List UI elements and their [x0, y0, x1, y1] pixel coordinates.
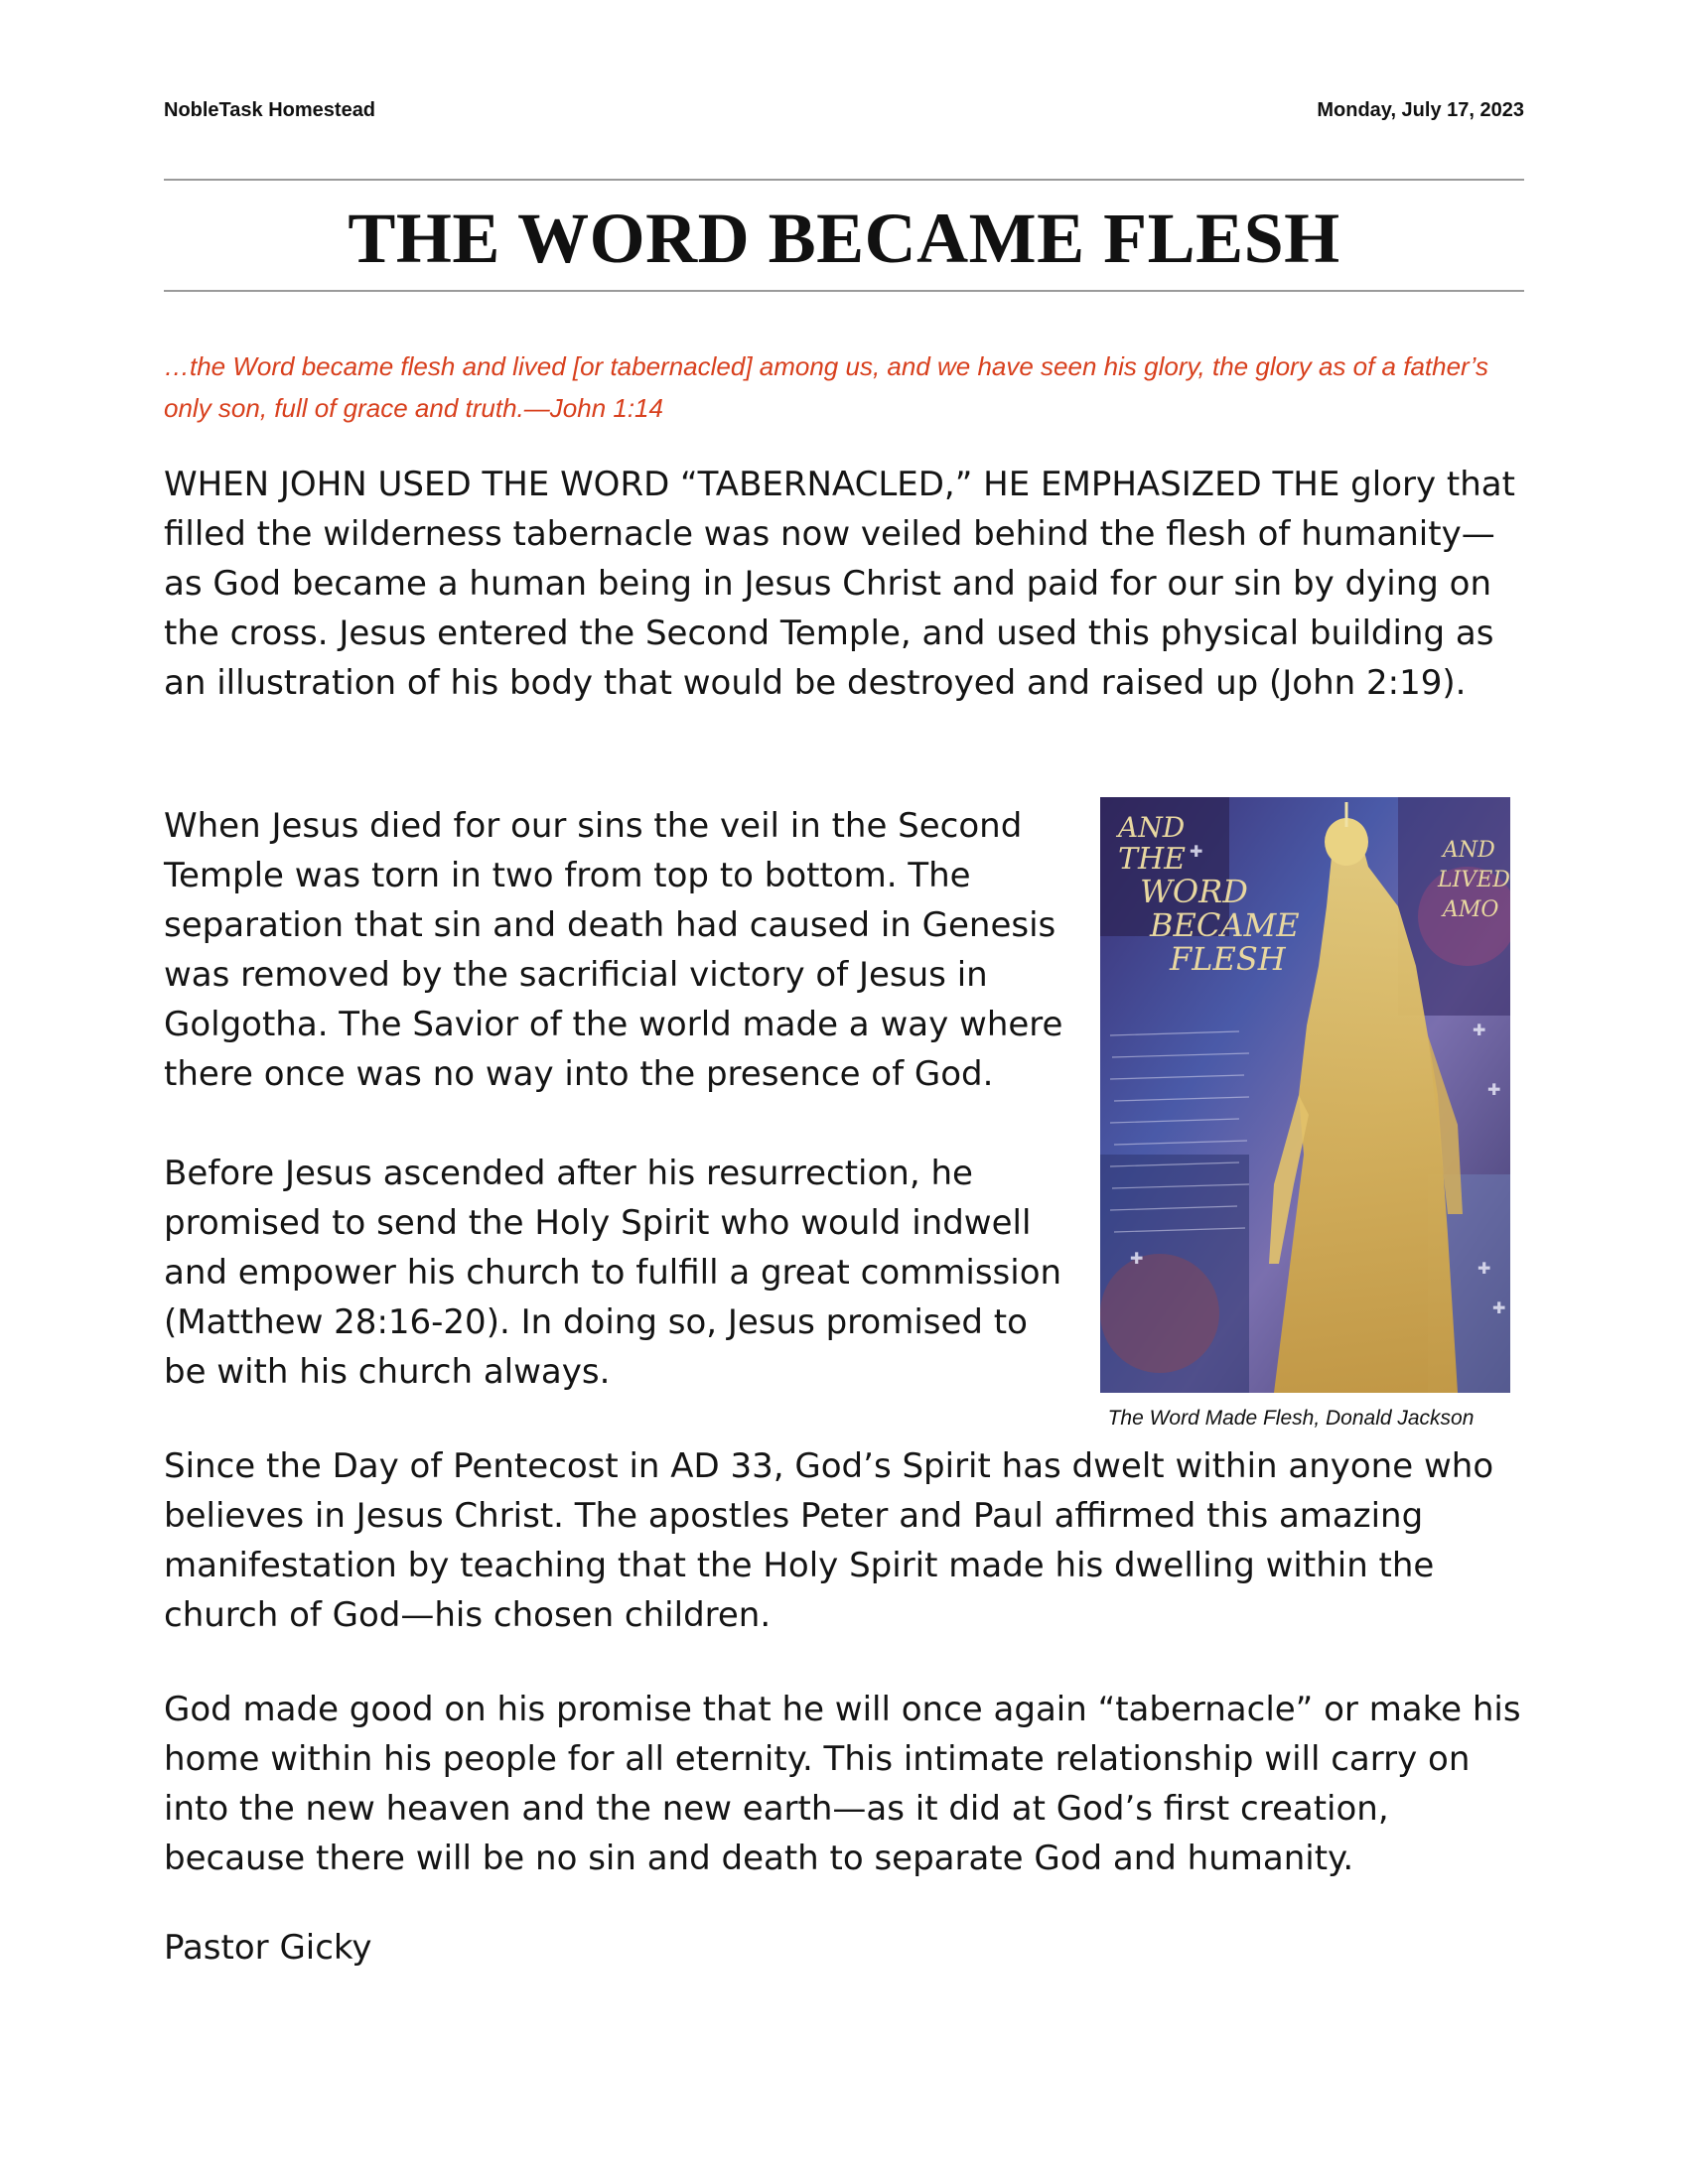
paragraph-5: God made good on his promise that he will once again “tabernacle” or make his home within his people for all eternity. This intimate relationship will carry on into the new heaven and the new earth—as it did at God’s first creation, because there will be no sin and death to separate God and humanity.	[164, 1690, 1521, 1878]
title-top-rule	[164, 179, 1524, 181]
signature: Pastor Gicky	[164, 1928, 372, 1968]
painting-text-among: AMO	[1443, 897, 1499, 922]
painting-artwork	[1100, 797, 1510, 1393]
painting-text-and: AND	[1118, 811, 1186, 844]
site-name: NobleTask Homestead	[164, 99, 376, 121]
svg-text:✚: ✚	[1487, 1080, 1501, 1099]
scripture-verse: …the Word became flesh and lived [or tabernacled] among us, and we have seen his glory, the glory as of a father’s only son, full of grace and truth.—John 1:14	[164, 351, 1488, 423]
svg-text:✚: ✚	[1190, 842, 1203, 861]
paragraph-3: Before Jesus ascended after his resurrection, he promised to send the Holy Spirit who would indwell and empower his church to fulfill a great commission (Matthew 28:16-20). In doing so, Jesus promised to be with his church always.	[164, 1154, 1062, 1392]
page-header	[164, 99, 1524, 129]
painting-text-the: THE	[1118, 842, 1187, 877]
svg-text:✚: ✚	[1473, 1021, 1486, 1039]
paragraph-4: Since the Day of Pentecost in AD 33, God’s Spirit has dwelt within anyone who believes in Jesus Christ. The apostles Peter and Paul affirmed this amazing manifestation by teaching that the Holy Spirit made his dwelling within the church of God—his chosen children.	[164, 1446, 1494, 1635]
painting-text-lived: LIVED	[1438, 868, 1510, 892]
page-title: THE WORD BECAME FLESH	[348, 199, 1340, 278]
painting-image	[1100, 797, 1510, 1393]
painting-text-word: WORD	[1140, 873, 1248, 910]
header-date: Monday, July 17, 2023	[1317, 99, 1524, 121]
title-bottom-rule	[164, 290, 1524, 292]
paragraph-1: WHEN JOHN USED THE WORD “TABERNACLED,” HE EMPHASIZED THE glory that filled the wilderness tabernacle was now veiled behind the flesh of humanity—as God became a human being in Jesus Christ and paid for our sin by dying on the cross. Jesus entered the Second Temple, and used this physical building as an illustration of his body that would be destroyed and raised up (John 2:19).	[164, 465, 1515, 703]
figure-caption: The Word Made Flesh, Donald Jackson	[1107, 1407, 1475, 1430]
svg-text:✚: ✚	[1130, 1249, 1144, 1268]
painting-text-flesh: FLESH	[1170, 940, 1286, 978]
document-page	[164, 0, 1524, 2184]
painting-text-became: BECAME	[1150, 906, 1300, 944]
svg-text:✚: ✚	[1477, 1259, 1491, 1278]
painting-text-and-right: AND	[1443, 838, 1495, 863]
svg-text:✚: ✚	[1492, 1298, 1506, 1317]
paragraph-2: When Jesus died for our sins the veil in the Second Temple was torn in two from top to bottom. The separation that sin and death had caused in Genesis was removed by the sacrificial victory of Jesus in Golgotha. The Savior of the world made a way where there once was no way into the presence of God.	[164, 806, 1063, 1094]
